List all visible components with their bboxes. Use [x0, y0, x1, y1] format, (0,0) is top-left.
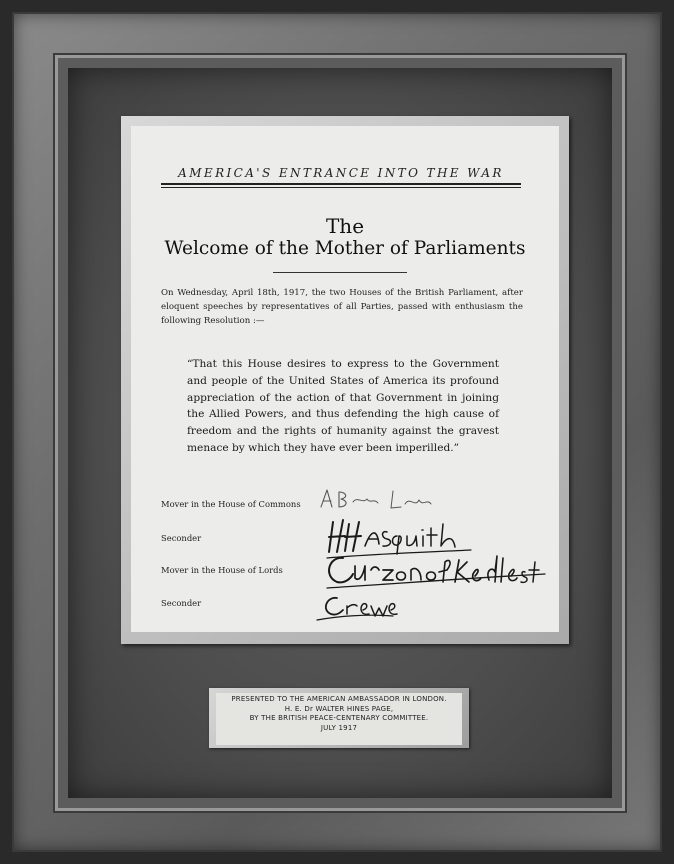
signatory-label: Mover in the House of Commons	[161, 499, 301, 509]
signatory-label: Mover in the House of Lords	[161, 565, 283, 575]
plaque-line: BY THE BRITISH PEACE-CENTENARY COMMITTEE.	[249, 714, 429, 723]
resolution-text: “That this House desires to express to the Government and people of the United States of America its profound appreciation of the action of that Government in joining the Allied Powers, and thus defending the high cause of freedom and the rights of humanity against the gravest menace by which they have ever been imperilled.”	[187, 358, 499, 454]
plaque-line: H. E. Dr WALTER HINES PAGE,	[284, 704, 394, 713]
presentation-plaque	[216, 693, 462, 745]
plaque-line: PRESENTED TO THE AMERICAN AMBASSADOR IN LONDON.	[231, 695, 447, 703]
title-line-2: Welcome of the Mother of Parliaments	[164, 238, 526, 259]
signatory-label: Seconder	[161, 598, 202, 608]
plaque-line: JULY 1917	[320, 723, 358, 732]
intro-paragraph: On Wednesday, April 18th, 1917, the two Houses of the British Parliament, after eloquent speeches by representatives of all Parties, passed with enthusiasm the following Resolution :—	[161, 288, 523, 326]
document-header: AMERICA'S ENTRANCE INTO THE WAR	[178, 166, 504, 180]
title-line-1: The	[325, 214, 365, 238]
signatory-label: Seconder	[161, 533, 202, 543]
framed-document	[131, 126, 559, 632]
handwritten-signatures	[131, 126, 559, 632]
